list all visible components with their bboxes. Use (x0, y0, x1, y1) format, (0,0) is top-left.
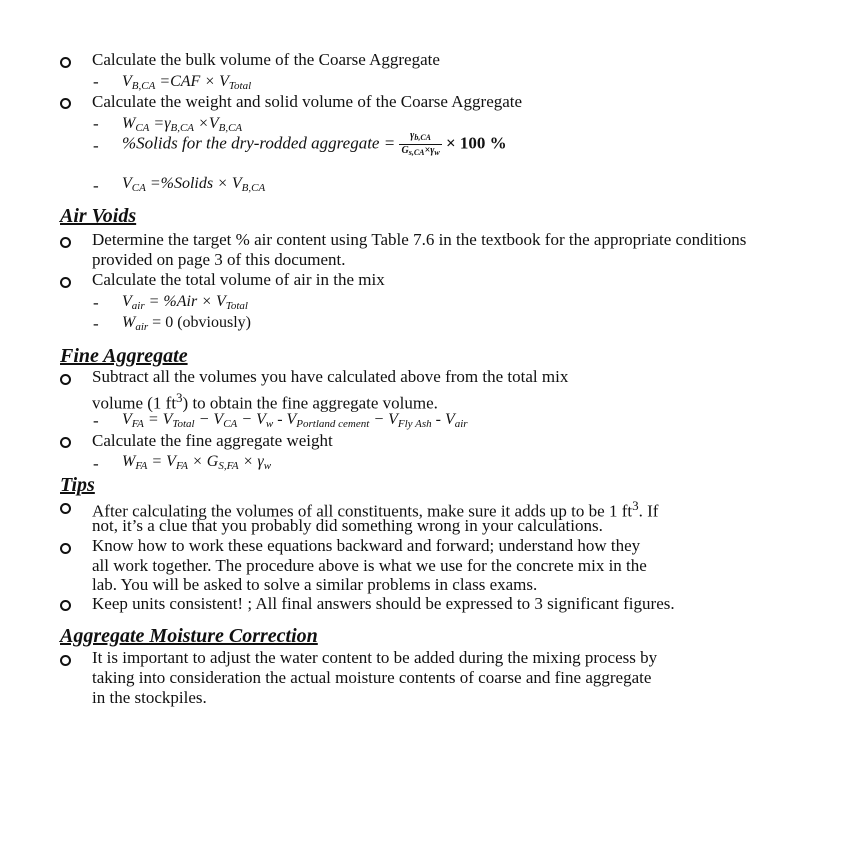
bullet-icon (60, 655, 71, 666)
moisture-item-line1: It is important to adjust the water content to be added during the mixing process by (92, 648, 658, 667)
bullet-icon (60, 98, 71, 109)
tips-item-2-line2: all work together. The procedure above is what we use for the concrete mix in the (92, 556, 647, 575)
percent-solids-equation: %Solids for the dry-rodded aggregate = $\frac{\gamma_{b,CA}}{G_{s,CA}\times\gamma_w}$ × 100 % (122, 130, 507, 157)
air-volume-step: Calculate the total volume of air in the mix (92, 270, 385, 289)
moisture-item-line2: taking into consideration the actual moisture contents of coarse and fine aggregate (92, 668, 652, 687)
tips-heading: Tips (60, 474, 95, 496)
tips-item-2-line1: Know how to work these equations backward and forward; understand how they (92, 536, 641, 555)
fine-weight-step: Calculate the fine aggregate weight (92, 431, 333, 450)
dash-icon: - (93, 293, 99, 312)
air-voids-heading: Air Voids (60, 205, 137, 227)
fine-volume-step-line2: volume (1 $ft^3$) to obtain the fine aggregate volume. (92, 390, 438, 413)
fine-aggregate-heading: Fine Aggregate (60, 345, 188, 367)
moisture-correction-heading: Aggregate Moisture Correction (60, 625, 318, 647)
coarse-solid-volume-equation: $V_{CA}$ =%Solids × $V_{B,CA}$ (122, 175, 266, 194)
air-volume-equation: $V_{air} = \%Air \times V_{Total}$ (122, 293, 248, 312)
bullet-icon (60, 277, 71, 288)
tips-item-3: Keep units consistent! ; All final answers should be expressed to 3 significant figures. (92, 594, 675, 613)
dash-icon: - (93, 454, 99, 473)
dash-icon: - (93, 136, 99, 155)
coarse-weight-step: Calculate the weight and solid volume of the Coarse Aggregate (92, 92, 523, 111)
bullet-icon (60, 437, 71, 448)
coarse-bulk-volume-step: Calculate the bulk volume of the Coarse Aggregate (92, 50, 440, 69)
coarse-weight-equation: $W_{CA} =\gamma_{B,CA} \times V_{B,CA}$ (122, 115, 243, 134)
bullet-icon (60, 600, 71, 611)
tips-item-1-line2: not, it’s a clue that you probably did something wrong in your calculations. (92, 516, 603, 535)
air-content-step-line2: provided on page 3 of this document. (92, 250, 346, 269)
bullet-icon (60, 237, 71, 248)
fine-volume-equation: $V_{FA} = V_{Total} - V_{CA} - V_w - V_{Portland cement} - V_{Fly Ash} - V_{air}$ (122, 411, 468, 430)
tips-item-1-line1: After calculating the volumes of all constituents, make sure it adds up to be 1 $ft^3$. If (92, 498, 659, 521)
bullet-icon (60, 503, 71, 514)
dash-icon: - (93, 314, 99, 333)
bullet-icon (60, 374, 71, 385)
bullet-icon (60, 57, 71, 68)
percent-solids-fraction: $\frac{\gamma_{b,CA}}{G_{s,CA}\times\gamma_w}$ (401, 130, 440, 157)
dash-icon: - (93, 176, 99, 195)
coarse-bulk-volume-equation: $V_{B,CA} =CAF \times V_{Total}$ (122, 73, 252, 92)
air-weight-equation: $W_{air} = 0$ (obviously) (122, 314, 251, 333)
dash-icon: - (93, 72, 99, 91)
fine-weight-equation: $W_{FA} = V_{FA} \times G_{S,FA} \times \gamma_w$ (122, 453, 272, 472)
dash-icon: - (93, 114, 99, 133)
dash-icon: - (93, 411, 99, 430)
moisture-item-line3: in the stockpiles. (92, 688, 207, 707)
air-content-step-line1: Determine the target % air content using Table 7.6 in the textbook for the appropriate conditions (92, 230, 747, 249)
fine-volume-step-line1: Subtract all the volumes you have calculated above from the total mix (92, 367, 569, 386)
tips-item-2-line3: lab. You will be asked to solve a similar problems in class exams. (92, 575, 538, 594)
bullet-icon (60, 543, 71, 554)
